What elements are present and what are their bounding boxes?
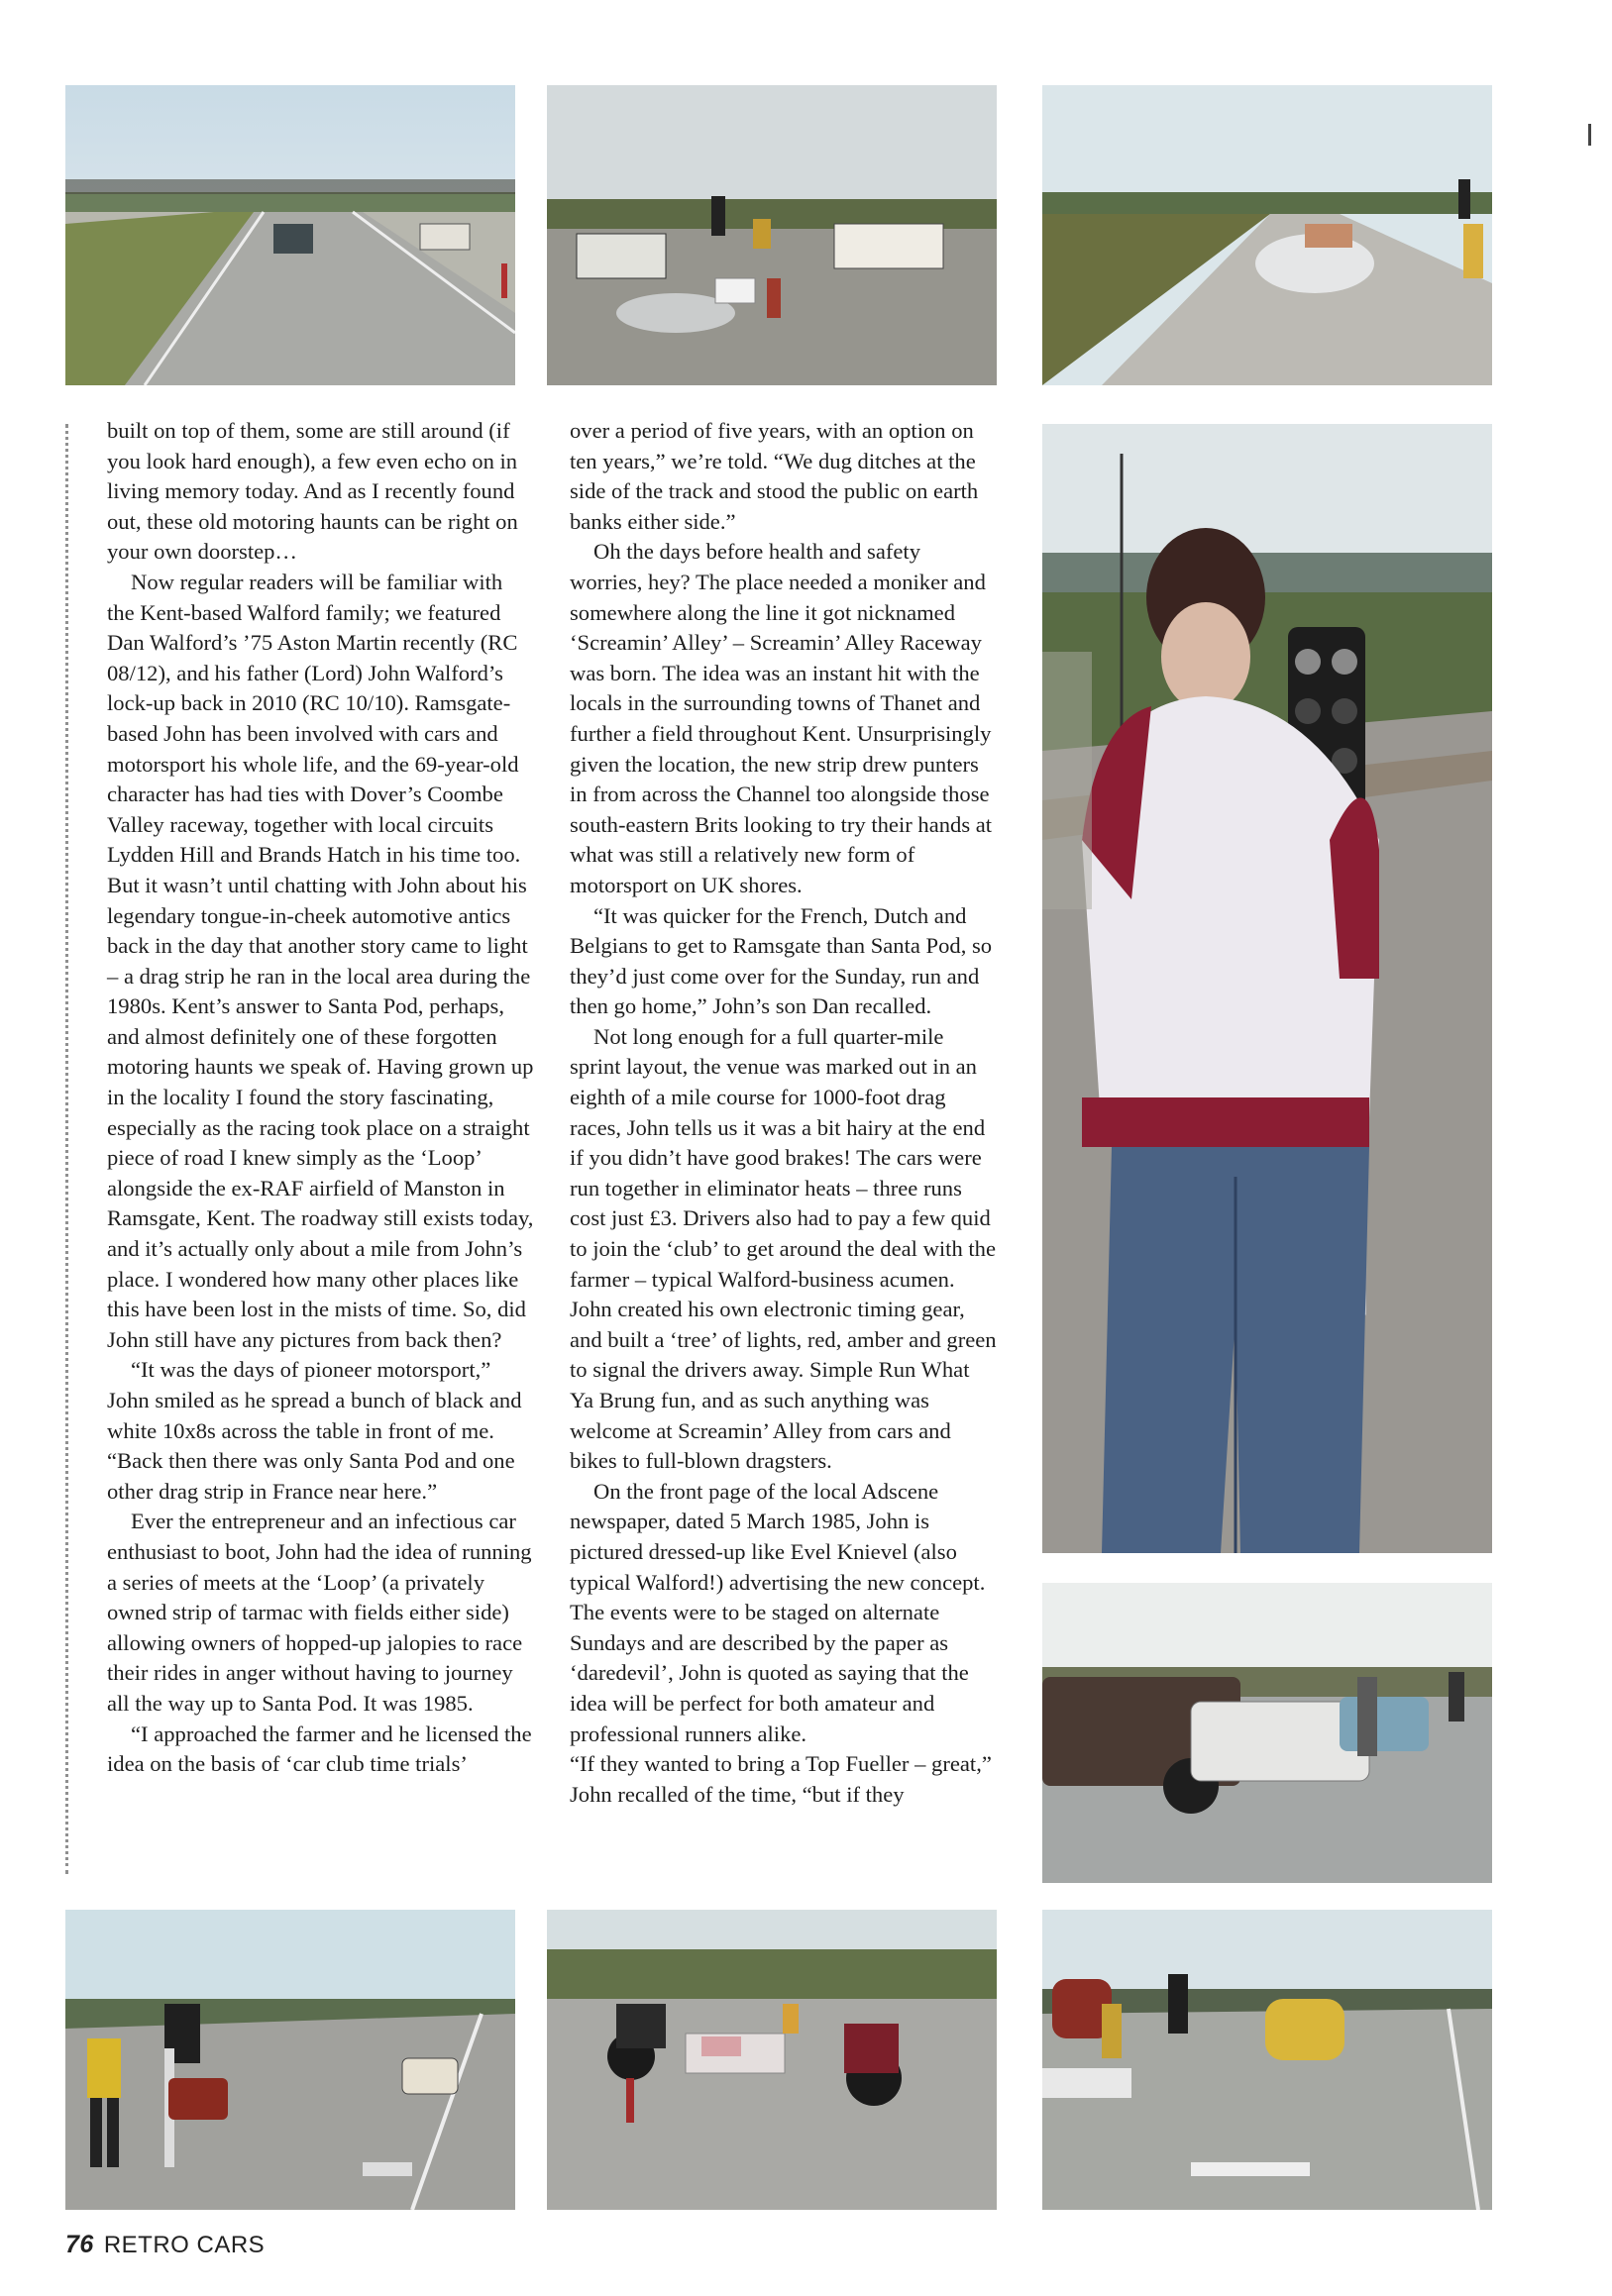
paragraph: “It was the days of pioneer motorsport,” John smiled as he spread a bunch of black and white 10x8s across the table in front of me. “Back then there was only Santa Pod and one other drag strip in France near here.” — [107, 1357, 522, 1504]
paragraph: over a period of five years, with an option on ten years,” we’re told. “We dug ditches at the side of the track and stood the public on earth banks either side.” — [570, 418, 979, 534]
photo-hot-rods — [1042, 1910, 1492, 2210]
photo-parked-cars — [1042, 1583, 1492, 1883]
photo-drag-strip-cars — [65, 85, 515, 385]
photo-motorbikes-start — [547, 1910, 997, 2210]
paragraph: Not long enough for a full quarter-mile sprint layout, the venue was marked out in an eighth of a mile course for 1000-foot drag races, John tells us it was a bit hairy at the end if you didn’t have good brakes! The cars were run together in eliminator heats – three runs cost just £3. Drivers also had to pay a few quid to join the ‘club’ to get around the deal with the farmer – typical Walford-business acumen. John created his own electronic timing gear, and built a ‘tree’ of lights, red, amber and green to signal the drivers away. Simple Run What Ya Brung fun, and as such anything was welcome at Screamin’ Alley from cars and bikes to full-blown dragsters. — [570, 1023, 997, 1474]
paragraph: “I approached the farmer and he licensed the idea on the basis of ‘car club time trials’ — [107, 1721, 532, 1777]
paragraph: Now regular readers will be familiar with the Kent-based Walford family; we featured Dan Walford’s ’75 Aston Martin recently (RC 08/12), and his father (Lord) John Walford’s lock-up back in 2010 (RC 10/10). Ramsgate-based John has been involved with cars and motorsport his whole life, and the 69-year-old character has had ties with Dover’s Coombe Valley raceway, together with local circuits Lydden Hill and Brands Hatch in his time too. But it wasn’t until chatting with John about his legendary tongue-in-cheek automotive antics back in the day that another story came to light – a drag strip he ran in the local area during the 1980s. Kent’s answer to Santa Pod, perhaps, and almost definitely one of these forgotten motoring haunts we speak of. Having grown up in the locality I found the story fascinating, especially as the racing took place on a straight piece of road I knew simply as the ‘Loop’ alongside the ex-RAF airfield of Manston in Ramsgate, Kent. The roadway still exists today, and it’s actually only about a mile from John’s place. I wondered how many other places like this have been lost in the mists of time. So, did John still have any pictures from back then? — [107, 569, 534, 1352]
photo-starter-tree-spectator — [1042, 424, 1492, 1553]
article-column-2 — [570, 416, 998, 1810]
paragraph: Ever the entrepreneur and an infectious car enthusiast to boot, John had the idea of running a series of meets at the ‘Loop’ (a privately owned strip of tarmac with fields either side) allowing owners of hopped-up jalopies to race their rides in anger without having to journey all the way up to Santa Pod. It was 1985. — [107, 1509, 532, 1716]
column-rule — [65, 424, 68, 1874]
paragraph: On the front page of the local Adscene newspaper, dated 5 March 1985, John is pictured dressed-up like Evel Knievel (also typical Walford!) advertising the new concept. The events were to be staged on alternate Sundays and are described by the paper as ‘daredevil’, John is quoted as saying that the idea will be perfect for both amateur and professional runners alike. — [570, 1478, 986, 1746]
edge-mark — [1588, 124, 1591, 146]
paragraph: Oh the days before health and safety worries, hey? The place needed a moniker and somewhere along the line it got nicknamed ‘Screamin’ Alley’ – Screamin’ Alley Raceway was born. The idea was an instant hit with the locals in the surrounding towns of Thanet and further a field throughout Kent. Unsurprisingly given the location, the new strip drew punters in from across the Channel too alongside those south-eastern Brits looking to try their hands at what was still a relatively new form of motorsport on UK shores. — [570, 539, 993, 897]
photo-burnout-start-line — [547, 85, 997, 385]
paragraph: “If they wanted to bring a Top Fueller – great,” John recalled of the time, “but if they — [570, 1751, 992, 1807]
photo-marshal-start — [65, 1910, 515, 2210]
page-folio — [65, 2231, 265, 2259]
page-number: 76 — [65, 2231, 94, 2258]
photo-burnout-smoke — [1042, 85, 1492, 385]
article-column-1 — [107, 416, 535, 1780]
paragraph: built on top of them, some are still around (if you look hard enough), a few even echo on in living memory today. And as I recently found out, these old motoring haunts can be right on your own doorstep… — [107, 418, 518, 565]
paragraph: “It was quicker for the French, Dutch and Belgians to get to Ramsgate than Santa Pod, so they’d just come over for the Sunday, run and then go home,” John’s son Dan recalled. — [570, 902, 993, 1019]
magazine-title: RETRO CARS — [103, 2232, 266, 2258]
